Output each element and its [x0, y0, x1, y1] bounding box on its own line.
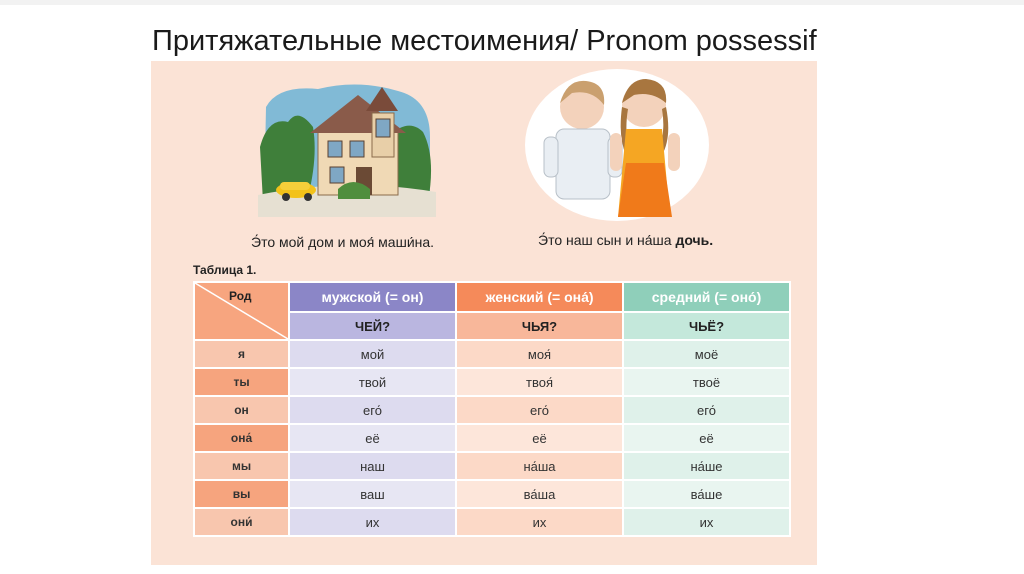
- neuter-cell: твоё: [623, 368, 790, 396]
- pronoun-cell: я: [194, 340, 289, 368]
- table-row: [194, 480, 790, 508]
- table-row: [194, 396, 790, 424]
- possessive-pronoun-table: [193, 281, 791, 537]
- question-neuter: ЧЬЁ?: [623, 312, 790, 340]
- house-illustration: [258, 77, 436, 217]
- children-illustration: [522, 67, 712, 223]
- feminine-cell: её: [456, 424, 623, 452]
- table-header-row: [194, 282, 790, 312]
- masculine-cell: твой: [289, 368, 456, 396]
- neuter-cell: ва́ше: [623, 480, 790, 508]
- top-bar: [0, 0, 1024, 5]
- header-neuter: средний (= оно́): [623, 282, 790, 312]
- feminine-cell: твоя́: [456, 368, 623, 396]
- house-caption-text: Э́то мой дом и моя́ маши́на.: [251, 234, 435, 250]
- table-row: [194, 452, 790, 480]
- header-masculine: мужской (= он): [289, 282, 456, 312]
- pronoun-cell: она́: [194, 424, 289, 452]
- masculine-cell: наш: [289, 452, 456, 480]
- masculine-cell: их: [289, 508, 456, 536]
- slide-title: Притяжательные местоимения/ Pronom possessif: [152, 25, 817, 57]
- table-row: [194, 508, 790, 536]
- neuter-cell: моё: [623, 340, 790, 368]
- masculine-cell: её: [289, 424, 456, 452]
- neuter-cell: её: [623, 424, 790, 452]
- question-feminine: ЧЬЯ?: [456, 312, 623, 340]
- children-icon: [522, 67, 712, 223]
- table-label: Таблица 1.: [193, 263, 257, 277]
- pronoun-cell: ты: [194, 368, 289, 396]
- question-masculine: ЧЕЙ?: [289, 312, 456, 340]
- feminine-cell: моя́: [456, 340, 623, 368]
- table-row: [194, 340, 790, 368]
- house-icon: [258, 77, 436, 217]
- corner-label: Род: [229, 289, 252, 303]
- table-row: [194, 368, 790, 396]
- pronoun-cell: мы: [194, 452, 289, 480]
- children-caption: [538, 232, 713, 248]
- children-caption-bold: дочь.: [675, 232, 714, 248]
- pronoun-cell: он: [194, 396, 289, 424]
- pronoun-cell: они́: [194, 508, 289, 536]
- feminine-cell: их: [456, 508, 623, 536]
- house-caption: [251, 234, 434, 250]
- neuter-cell: его́: [623, 396, 790, 424]
- feminine-cell: на́ша: [456, 452, 623, 480]
- masculine-cell: ваш: [289, 480, 456, 508]
- feminine-cell: его́: [456, 396, 623, 424]
- pronoun-cell: вы: [194, 480, 289, 508]
- table-row: [194, 424, 790, 452]
- corner-cell: [194, 282, 289, 340]
- masculine-cell: его́: [289, 396, 456, 424]
- children-caption-text: Э́то наш сын и на́ша: [538, 232, 676, 248]
- feminine-cell: ва́ша: [456, 480, 623, 508]
- neuter-cell: их: [623, 508, 790, 536]
- masculine-cell: мой: [289, 340, 456, 368]
- neuter-cell: на́ше: [623, 452, 790, 480]
- header-feminine: женский (= она́): [456, 282, 623, 312]
